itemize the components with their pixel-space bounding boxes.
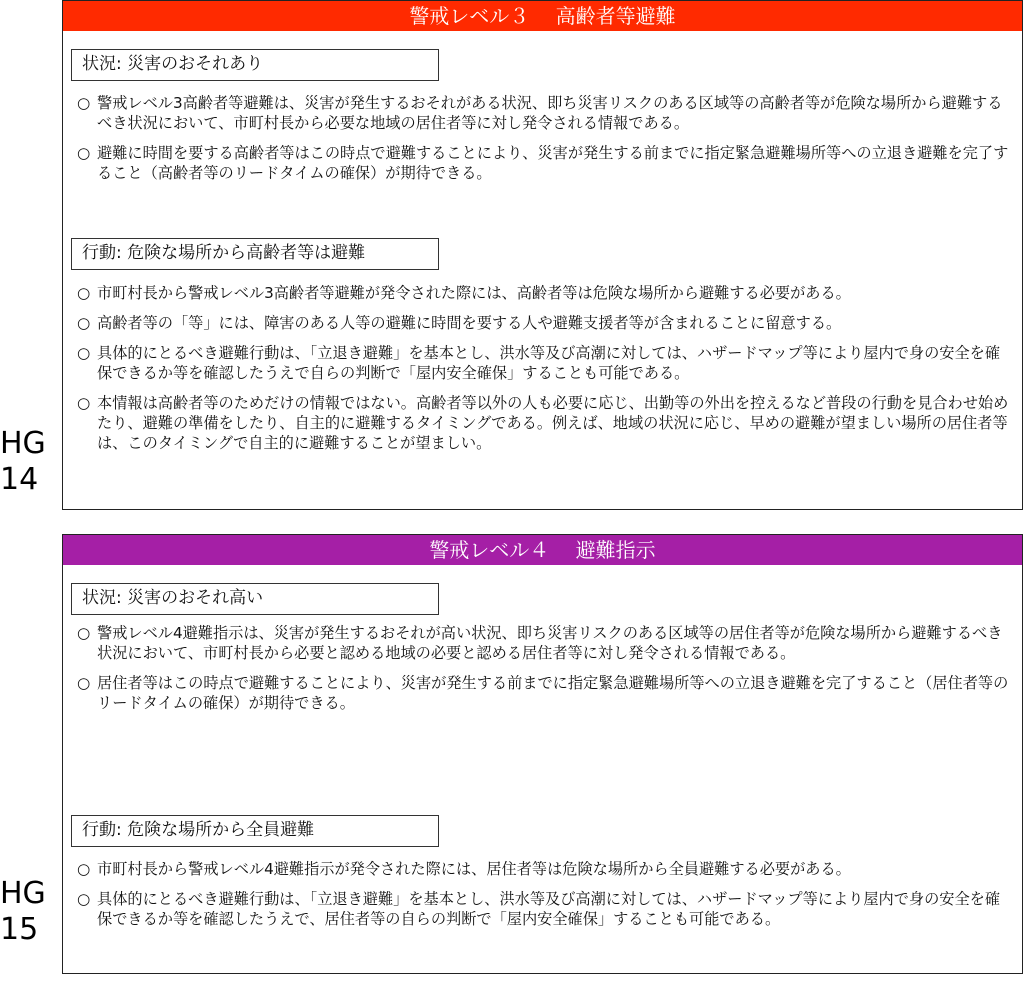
- bullet-circle-icon: ○: [77, 144, 91, 162]
- level3-situation-title: 状況: 災害のおそれあり: [71, 49, 439, 81]
- hg14-label-line2: 14: [0, 462, 39, 497]
- list-item: [77, 889, 1014, 929]
- bullet-text: 市町村長から警戒レベル3高齢者等避難が発令された際には、高齢者等は危険な場所から避難する必要がある。: [97, 284, 851, 302]
- hg15-label: [0, 876, 60, 948]
- bullet-text: 警戒レベル3高齢者等避難は、災害が発生するおそれがある状況、即ち災害リスクのある区域等の高齢者等が危険な場所から避難するべき状況において、市町村長から必要な地域の居住者等に対し発令される情報である。: [97, 94, 1003, 132]
- level4-situation-list: [77, 623, 1014, 723]
- list-item: [77, 143, 1014, 183]
- bullet-text: 具体的にとるべき避難行動は、「立退き避難」を基本とし、洪水等及び高潮に対しては、ハザードマップ等により屋内で身の安全を確保できるか等を確認したうえで、居住者等の自らの判断で「屋内安全確保」することも可能である。: [97, 890, 1001, 928]
- level4-header: 警戒レベル４ 避難指示: [63, 535, 1022, 565]
- level3-action-title: 行動: 危険な場所から高齢者等は避難: [71, 238, 439, 270]
- list-item: [77, 673, 1014, 713]
- list-item: [77, 859, 1014, 879]
- bullet-circle-icon: ○: [77, 860, 91, 878]
- bullet-text: 避難に時間を要する高齢者等はこの時点で避難することにより、災害が発生する前までに指定緊急避難場所等への立退き避難を完了すること（高齢者等のリードタイムの確保）が期待できる。: [97, 144, 1009, 182]
- bullet-text: 居住者等はこの時点で避難することにより、災害が発生する前までに指定緊急避難場所等への立退き避難を完了すること（居住者等のリードタイムの確保）が期待できる。: [97, 674, 1009, 712]
- hg15-label-line1: HG: [0, 876, 46, 911]
- level4-panel: [62, 534, 1023, 974]
- level4-situation-title: 状況: 災害のおそれ高い: [71, 583, 439, 615]
- bullet-text: 具体的にとるべき避難行動は、「立退き避難」を基本とし、洪水等及び高潮に対しては、ハザードマップ等により屋内で身の安全を確保できるか等を確認したうえで自らの判断で「屋内安全確保」することも可能である。: [97, 344, 1001, 382]
- bullet-text: 警戒レベル4避難指示は、災害が発生するおそれが高い状況、即ち災害リスクのある区域等の居住者等が危険な場所から避難するべき状況において、市町村長から必要と認める地域の必要と認める居住者等に対し発令される情報である。: [97, 624, 1003, 662]
- level4-action-title: 行動: 危険な場所から全員避難: [71, 815, 439, 847]
- bullet-circle-icon: ○: [77, 394, 91, 412]
- bullet-circle-icon: ○: [77, 94, 91, 112]
- bullet-circle-icon: ○: [77, 344, 91, 362]
- bullet-circle-icon: ○: [77, 674, 91, 692]
- hg14-label: [0, 426, 60, 498]
- bullet-text: 市町村長から警戒レベル4避難指示が発令された際には、居住者等は危険な場所から全員避難する必要がある。: [97, 860, 851, 878]
- bullet-circle-icon: ○: [77, 284, 91, 302]
- bullet-text: 高齢者等の「等」には、障害のある人等の避難に時間を要する人や避難支援者等が含まれることに留意する。: [97, 314, 842, 332]
- bullet-text: 本情報は高齢者等のためだけの情報ではない。高齢者等以外の人も必要に応じ、出勤等の外出を控えるなど普段の行動を見合わせ始めたり、避難の準備をしたり、自主的に避難するタイミングである。例えば、地域の状況に応じ、早めの避難が望ましい場所の居住者等は、このタイミングで自主的に避難することが望ましい。: [97, 394, 1009, 452]
- level4-action-list: [77, 859, 1014, 939]
- list-item: [77, 393, 1014, 453]
- hg14-label-line1: HG: [0, 426, 46, 461]
- list-item: [77, 343, 1014, 383]
- list-item: [77, 283, 1014, 303]
- bullet-circle-icon: ○: [77, 890, 91, 908]
- level3-situation-list: [77, 93, 1014, 193]
- list-item: [77, 313, 1014, 333]
- level3-panel: [62, 0, 1023, 510]
- level3-action-list: [77, 283, 1014, 463]
- list-item: [77, 93, 1014, 133]
- hg15-label-line2: 15: [0, 912, 39, 947]
- bullet-circle-icon: ○: [77, 314, 91, 332]
- bullet-circle-icon: ○: [77, 624, 91, 642]
- list-item: [77, 623, 1014, 663]
- level3-header: 警戒レベル３ 高齢者等避難: [63, 1, 1022, 31]
